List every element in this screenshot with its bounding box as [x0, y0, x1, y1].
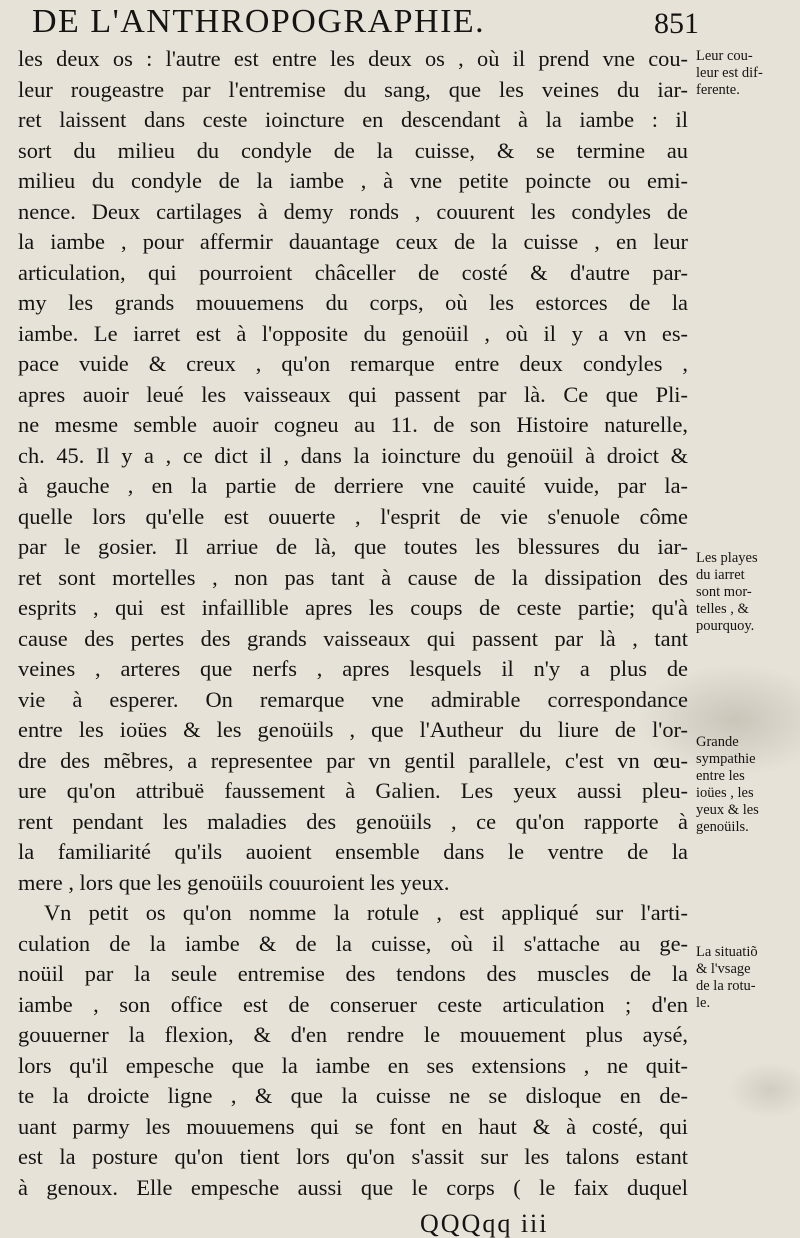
- margin-note-line: sympathie: [696, 751, 756, 767]
- margin-note-line: Les playes: [696, 550, 758, 566]
- margin-note-line: ferente.: [696, 82, 740, 98]
- text-line: apres auoir leué les vaisseaux qui passent par là. Ce que Pli-: [18, 381, 688, 407]
- text-line: noüil par la seule entremise des tendons des muscles de la: [18, 961, 688, 986]
- text-line: articulation, qui pourroient châceller de costé & d'autre par-: [18, 259, 688, 285]
- page-number: 851: [654, 7, 699, 40]
- text-line: les deux os : l'autre est entre les deux os , où il prend vne cou-: [18, 46, 688, 71]
- text-line: milieu du condyle de la iambe , à vne petite poincte ou emi-: [18, 168, 688, 193]
- text-line: gouuerner la flexion, & d'en rendre le mouuement plus aysé,: [18, 1022, 688, 1047]
- text-line: culation de la iambe & de la cuisse, où il s'attache au ge-: [18, 930, 688, 956]
- margin-note-line: leur est dif-: [696, 65, 763, 81]
- text-line: lors qu'il empesche que la iambe en ses extensions , ne quit-: [18, 1052, 688, 1078]
- text-line: my les grands mouuemens du corps, où les estorces de la: [18, 290, 688, 315]
- margin-note-line: ioües , les: [696, 785, 754, 801]
- signature-mark: QQQqq iii: [420, 1209, 549, 1238]
- text-line: ret sont mortelles , non pas tant à cause de la dissipation des: [18, 564, 688, 590]
- text-line: est la posture qu'on tient lors qu'on s'assit sur les talons estant: [18, 1144, 688, 1169]
- text-line: te la droicte ligne , & que la cuisse ne se disloque en de-: [18, 1083, 688, 1108]
- text-line: mere , lors que les genoüils couuroient les yeux.: [18, 869, 450, 895]
- margin-note-line: le.: [696, 995, 711, 1011]
- margin-note-line: telles , &: [696, 601, 749, 617]
- margin-note-line: yeux & les: [696, 802, 759, 818]
- margin-note-line: genoüils.: [696, 819, 749, 835]
- text-line: ure qu'on attribuë faussement à Galien. Les yeux aussi pleu-: [18, 778, 688, 803]
- text-line: à genoux. Elle empesche aussi que le corps ( le faix duquel: [18, 1174, 688, 1200]
- text-line: iambe , son office est de conseruer ceste articulation ; d'en: [18, 991, 688, 1017]
- text-line: ret laissent dans ceste ioincture en descendant à la iambe : il: [18, 107, 688, 132]
- text-line: uant parmy les mouuemens qui se font en haut & à costé, qui: [18, 1113, 688, 1139]
- margin-note-couleur: [696, 48, 798, 99]
- margin-note-sympathie: [696, 734, 798, 836]
- running-head: DE L'ANTHROPOGRAPHIE.: [32, 3, 486, 40]
- margin-note-rotule: [696, 944, 798, 1012]
- margin-note-line: sont mor-: [696, 584, 752, 600]
- text-line: leur rougeastre par l'entremise du sang, que les veines du iar-: [18, 76, 688, 102]
- text-line: la iambe , pour affermir dauantage ceux de la cuisse , en leur: [18, 229, 688, 254]
- margin-note-line: La situatiõ: [696, 944, 758, 960]
- text-line: vie à esperer. On remarque vne admirable correspondance: [18, 686, 688, 712]
- text-line: la familiarité qu'ils auoient ensemble dans le ventre de la: [18, 839, 688, 864]
- margin-note-line: Leur cou-: [696, 48, 753, 64]
- margin-note-line: entre les: [696, 768, 745, 784]
- text-line: par le gosier. Il arriue de là, que toutes les blessures du iar-: [18, 534, 688, 559]
- text-line: dre des mẽbres, a representee par vn gentil parallele, c'est vn œu-: [18, 747, 688, 773]
- main-text-block: [18, 44, 688, 1203]
- text-line: nence. Deux cartilages à demy ronds , couurent les condyles de: [18, 198, 688, 224]
- text-line: cause des pertes des grands vaisseaux qui passent par là , tant: [18, 625, 688, 651]
- margin-note-line: & l'vsage: [696, 961, 751, 977]
- margin-note-line: de la rotu-: [696, 978, 756, 994]
- text-line: Vn petit os qu'on nomme la rotule , est appliqué sur l'arti-: [44, 900, 688, 925]
- text-line: entre les ioües & les genoüils , que l'Autheur du liure de l'or-: [18, 717, 688, 742]
- text-line: ne mesme semble auoir cogneu au 11. de son Histoire naturelle,: [18, 412, 688, 437]
- margin-note-line: Grande: [696, 734, 739, 750]
- text-line: quelle lors qu'elle est ouuerte , l'esprit de vie s'enuole côme: [18, 503, 688, 529]
- text-line: rent pendant les maladies des genoüils , ce qu'on rapporte à: [18, 808, 688, 834]
- page-header: [18, 0, 778, 44]
- text-line: ch. 45. Il y a , ce dict il , dans la ioincture du genoüil à droict &: [18, 442, 688, 468]
- margin-note-line: pourquoy.: [696, 618, 755, 634]
- text-line: à gauche , en la partie de derriere vne cauité vuide, par la-: [18, 473, 688, 498]
- text-line: esprits , qui est infaillible apres les coups de ceste partie; qu'à: [18, 595, 688, 620]
- text-line: pace vuide & creux , qu'on remarque entre deux condyles ,: [18, 351, 688, 376]
- margin-note-line: du iarret: [696, 567, 745, 583]
- text-line: iambe. Le iarret est à l'opposite du genoüil , où il y a vn es-: [18, 320, 688, 346]
- text-line: sort du milieu du condyle de la cuisse, & se termine au: [18, 137, 688, 163]
- margin-note-playes: [696, 550, 798, 635]
- text-line: veines , arteres que nerfs , apres lesquels il n'y a plus de: [18, 656, 688, 681]
